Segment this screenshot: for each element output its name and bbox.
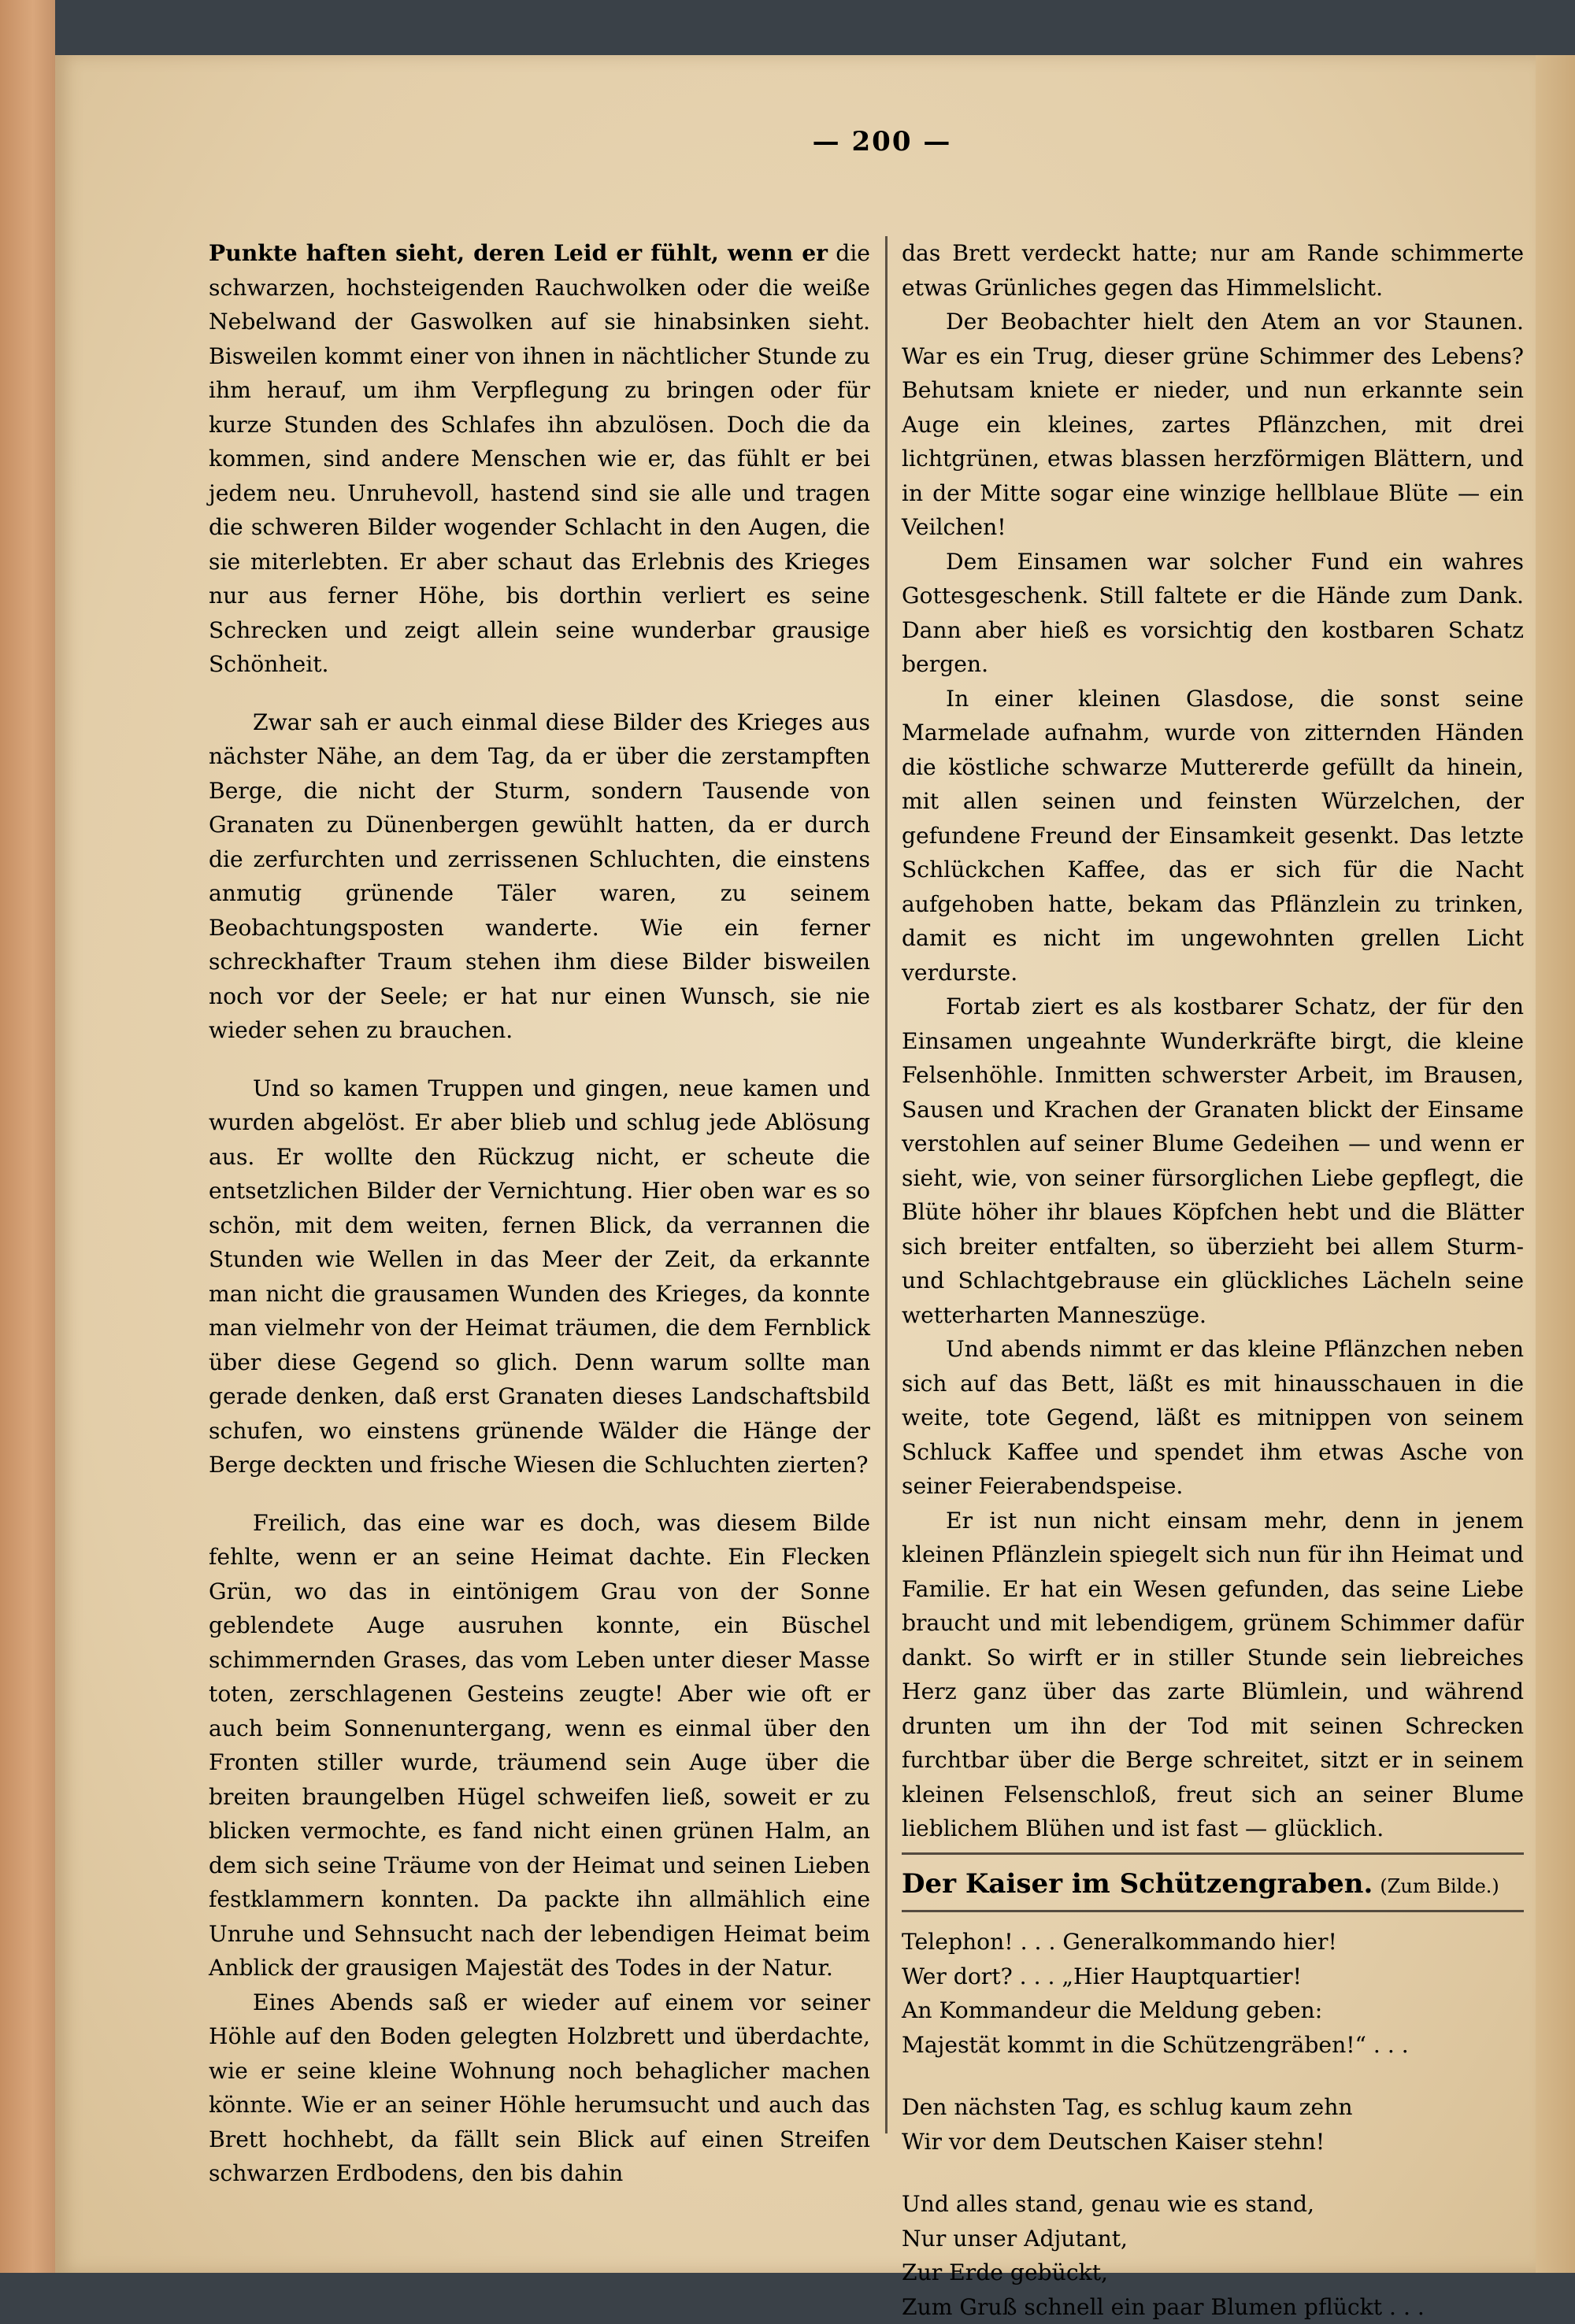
paragraph: Freilich, das eine war es doch, was diesem Bilde fehlte, wenn er an seine Heimat dachte. Ein Flecken Grün, wo das in eintönigem Grau von der Sonne geblendete Auge ausruhen konnte, ein Büschel schimmernden Grases, das vom Leben unter dieser Masse toten, zerschlagenen Gesteins zeugte! Aber wie oft er auch beim Sonnenuntergang, wenn es einmal über den Fronten stiller wurde, träumend sein Auge über die breiten braungelben Hügel schweifen ließ, soweit er zu blicken vermochte, es fand nicht einen grünen Halm, an dem sich seine Träume von der Heimat und seinen Lieben festklammern konnten. Da packte ihn allmählich eine Unruhe und Sehnsucht nach der lebendigen Heimat beim Anblick der grausigen Majestät des Todes in der Natur. (209, 1506, 870, 1985)
poem-line: Wir vor dem Deutschen Kaiser stehn! (902, 2125, 1524, 2159)
poem-line: Telephon! . . . Generalkommando hier! (902, 1925, 1524, 1959)
paragraph: In einer kleinen Glasdose, die sonst seine Marmelade aufnahm, wurde von zitternden Händen die köstliche schwarze Muttererde gefüllt da hinein, mit allen seinen und feinsten Würzelchen, der gefundene Freund der Einsamkeit gesenkt. Das letzte Schlückchen Kaffee, das er sich für die Nacht aufgehoben hatte, bekam das Pflänzlein zu trinken, damit es nicht im ungewohnten grellen Licht verdurste. (902, 682, 1524, 990)
section-rule (902, 1910, 1524, 1912)
paragraph-text: die schwarzen, hochsteigenden Rauchwolken oder die weiße Nebelwand der Gaswolken auf sie hinabsinken sieht. Bisweilen kommt einer von ihnen in nächtlicher Stunde zu ihm herauf, um ihm Verpflegung zu bringen oder für kurze Stunden des Schlafes ihn abzulösen. Doch die da kommen, sind andere Menschen wie er, das fühlt er bei jedem neu. Unruhevoll, hastend sind sie alle und tragen die schweren Bilder wogender Schlacht in den Augen, die sie miterlebten. Er aber schaut das Erlebnis des Krieges nur aus ferner Höhe, bis dorthin verliert es seine Schrecken und zeigt allein seine wunderbar grausige Schönheit. (209, 240, 870, 677)
poem-line: Zur Erde gebückt, (902, 2256, 1524, 2290)
page-edge (1536, 55, 1575, 2273)
right-column (902, 236, 1524, 2324)
poem-heading (902, 1867, 1524, 1904)
book-binding (0, 0, 55, 2273)
poem-line: Zum Gruß schnell ein paar Blumen pflückt . . . (902, 2290, 1524, 2324)
poem-note: (Zum Bilde.) (1380, 1875, 1499, 1897)
bold-lead-text: Punkte haften sieht, deren Leid er fühlt, wenn er (209, 240, 828, 266)
poem-line: Wer dort? . . . „Hier Hauptquartier! (902, 1959, 1524, 1994)
poem-line: An Kommandeur die Meldung geben: (902, 1993, 1524, 2028)
left-column (209, 236, 870, 2191)
poem-line: Den nächsten Tag, es schlug kaum zehn (902, 2090, 1524, 2125)
page-number: — 200 — (811, 126, 953, 157)
paragraph: Zwar sah er auch einmal diese Bilder des Krieges aus nächster Nähe, an dem Tag, da er über die zerstampften Berge, die nicht der Sturm, sondern Tausende von Granaten zu Dünenbergen gewühlt hatten, da er durch die zerfurchten und zerrissenen Schluchten, die einstens anmutig grünende Täler waren, zu seinem Beobachtungsposten wanderte. Wie ein ferner schreckhafter Traum stehen ihm diese Bilder bisweilen noch vor der Seele; er hat nur einen Wunsch, sie nie wieder sehen zu brauchen. (209, 705, 870, 1048)
paragraph: Eines Abends saß er wieder auf einem vor seiner Höhle auf den Boden gelegten Holzbrett und überdachte, wie er seine kleine Wohnung noch behaglicher machen könnte. Wie er an seiner Höhle herumsucht und auch das Brett hochhebt, da fällt sein Blick auf einen Streifen schwarzen Erdbodens, den bis dahin (209, 1985, 870, 2191)
column-divider (885, 236, 888, 2133)
paragraph: Der Beobachter hielt den Atem an vor Staunen. War es ein Trug, dieser grüne Schimmer des Lebens? Behutsam kniete er nieder, und nun erkannte sein Auge ein kleines, zartes Pflänzchen, mit drei lichtgrünen, etwas blassen herzförmigen Blättern, und in der Mitte sogar eine winzige hellblaue Blüte — ein Veilchen! (902, 305, 1524, 545)
poem (902, 1867, 1524, 2324)
poem-line: Majestät kommt in die Schützengräben!“ . . . (902, 2028, 1524, 2063)
paragraph: Dem Einsamen war solcher Fund ein wahres Gottesgeschenk. Still faltete er die Hände zum Dank. Dann aber hieß es vorsichtig den kostbaren Schatz bergen. (902, 545, 1524, 682)
poem-line: Und alles stand, genau wie es stand, (902, 2187, 1524, 2222)
paragraph: Fortab ziert es als kostbarer Schatz, der für den Einsamen ungeahnte Wunderkräfte birgt, die kleine Felsenhöhle. Inmitten schwerster Arbeit, im Brausen, Sausen und Krachen der Granaten blickt der Einsame verstohlen auf seiner Blume Gedeihen — und wenn er sieht, wie, von seiner fürsorglichen Liebe gepflegt, die Blüte höher ihr blaues Köpfchen hebt und die Blätter sich breiter entfalten, so überzieht bei allem Sturm- und Schlachtgebrause ein glückliches Lächeln seine wetterharten Manneszüge. (902, 990, 1524, 1332)
section-rule (902, 1852, 1524, 1855)
paragraph: Und so kamen Truppen und gingen, neue kamen und wurden abgelöst. Er aber blieb und schlug jede Ablösung aus. Er wollte den Rückzug nicht, er scheute die entsetzlichen Bilder der Vernichtung. Hier oben war es so schön, mit dem weiten, fernen Blick, da verrannen die Stunden wie Wellen in das Meer der Zeit, da erkannte man nicht die grausamen Wunden des Krieges, da konnte man vielmehr von der Heimat träumen, die dem Fernblick über diese Gegend so glich. Denn warum sollte man gerade denken, daß erst Granaten dieses Landschaftsbild schufen, wo einstens grünende Wälder die Hänge der Berge deckten und frische Wiesen die Schluchten zierten? (209, 1071, 870, 1482)
poem-title: Der Kaiser im Schützengraben. (902, 1868, 1373, 1900)
paragraph: Und abends nimmt er das kleine Pflänzchen neben sich auf das Bett, läßt es mit hinausschauen in die weite, tote Gegend, läßt es mitnippen von seinem Schluck Kaffee und spendet ihm etwas Asche von seiner Feierabendspeise. (902, 1332, 1524, 1504)
poem-line: Nur unser Adjutant, (902, 2222, 1524, 2256)
paragraph: Er ist nun nicht einsam mehr, denn in jenem kleinen Pflänzlein spiegelt sich nun für ihn Heimat und Familie. Er hat ein Wesen gefunden, das seine Liebe braucht und mit lebendigem, grünem Schimmer dafür dankt. So wirft er in stiller Stunde sein liebreiches Herz ganz über das zarte Blümlein, und während drunten um ihn der Tod mit seinen Schrecken furchtbar über die Berge schreitet, sitzt er in seinem kleinen Felsenschloß, freut sich an seiner Blume lieblichem Blühen und ist fast — glücklich. (902, 1504, 1524, 1846)
paragraph (209, 236, 870, 682)
paragraph: das Brett verdeckt hatte; nur am Rande schimmerte etwas Grünliches gegen das Himmelslicht. (902, 236, 1524, 305)
